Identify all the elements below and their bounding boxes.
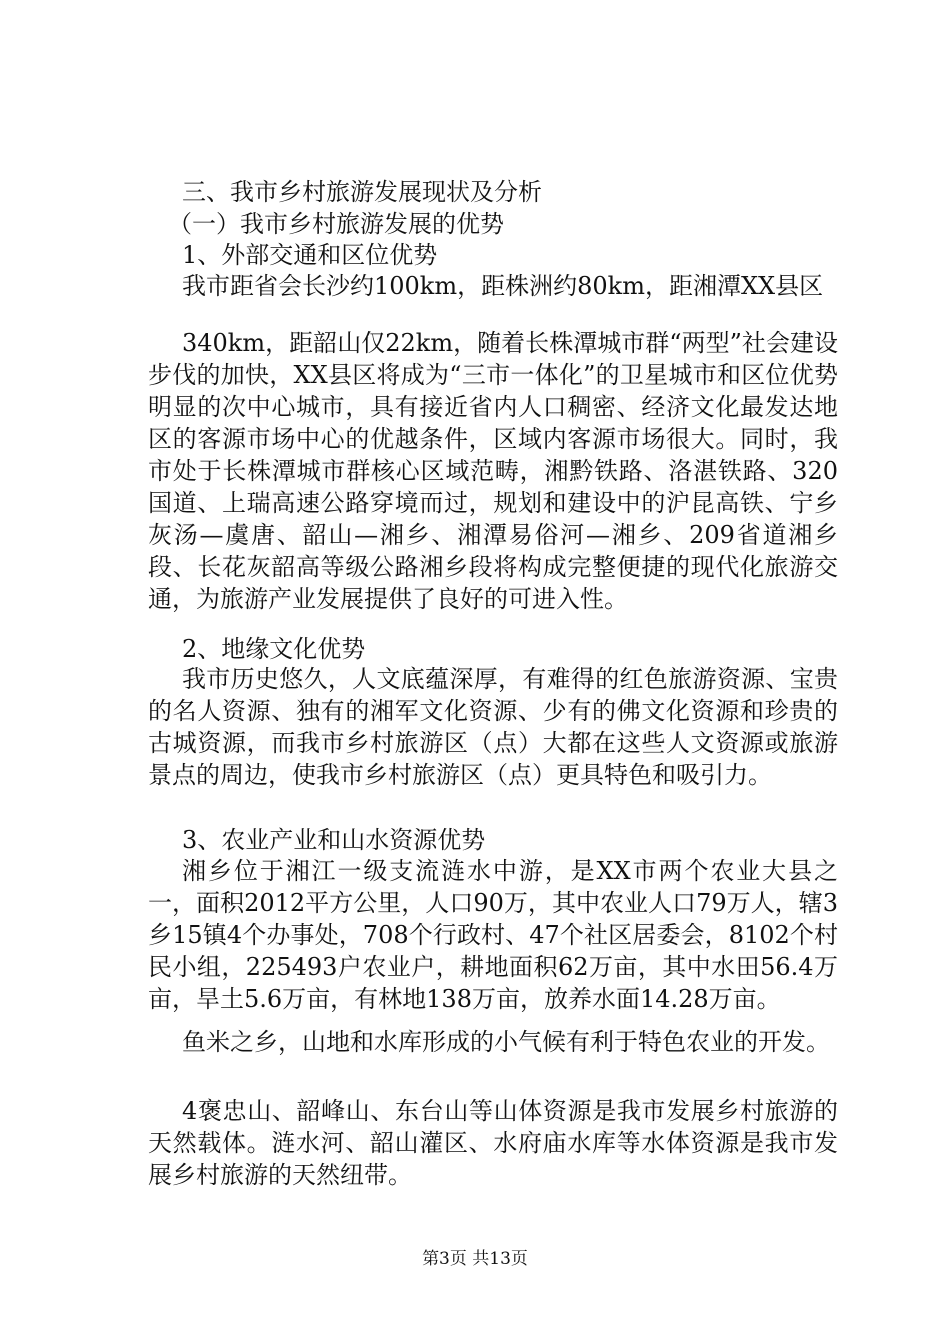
section-heading: 三、我市乡村旅游发展现状及分析 (182, 178, 542, 206)
item3-body-3: 4褒忠山、韶峰山、东台山等山体资源是我市发展乡村旅游的天然载体。涟水河、韶山灌区、水府庙水库等水体资源是我市发展乡村旅游的天然纽带。 (148, 1097, 838, 1189)
item3-body: 湘乡位于湘江一级支流涟水中游，是XX市两个农业大县之一，面积2012平方公里，人口90万，其中农业人口79万人，辖3乡15镇4个办事处，708个行政村、47个社区居委会，8102个村民小组，225493户农业户，耕地面积62万亩，其中水田56.4万亩，旱土5.6万亩，有林地138万亩，放养水面14.28万亩。 (148, 857, 838, 1013)
item1-body: 340km，距韶山仅22km，随着长株潭城市群“两型”社会建设步伐的加快，XX县区将成为“三市一体化”的卫星城市和区位优势明显的次中心城市，具有接近省内人口稠密、经济文化最发达地区的客源市场中心的优越条件，区域内客源市场很大。同时，我市处于长株潭城市群核心区域范畴，湘黔铁路、洛湛铁路、320国道、上瑞高速公路穿境而过，规划和建设中的沪昆高铁、宁乡灰汤—虞唐、韶山—湘乡、湘潭易俗河—湘乡、209省道湘乡段、长花灰韶高等级公路湘乡段将构成完整便捷的现代化旅游交通，为旅游产业发展提供了良好的可进入性。 (148, 329, 838, 613)
page-footer: 第3页 共13页 (422, 1249, 528, 1269)
item2-body: 我市历史悠久，人文底蕴深厚，有难得的红色旅游资源、宝贵的名人资源、独有的湘军文化资源、少有的佛文化资源和珍贵的古城资源，而我市乡村旅游区（点）大都在这些人文资源或旅游景点的周边，使我市乡村旅游区（点）更具特色和吸引力。 (148, 665, 838, 789)
item3-body-2: 鱼米之乡，山地和水库形成的小气候有利于特色农业的开发。 (182, 1028, 830, 1056)
item1-lead-line: 我市距省会长沙约100km，距株洲约80km，距湘潭XX县区 (182, 272, 824, 300)
item3-title: 3、农业产业和山水资源优势 (182, 826, 486, 854)
item2-title: 2、地缘文化优势 (182, 635, 366, 663)
subsection-heading: （一）我市乡村旅游发展的优势 (168, 210, 504, 238)
item1-title: 1、外部交通和区位优势 (182, 241, 438, 269)
